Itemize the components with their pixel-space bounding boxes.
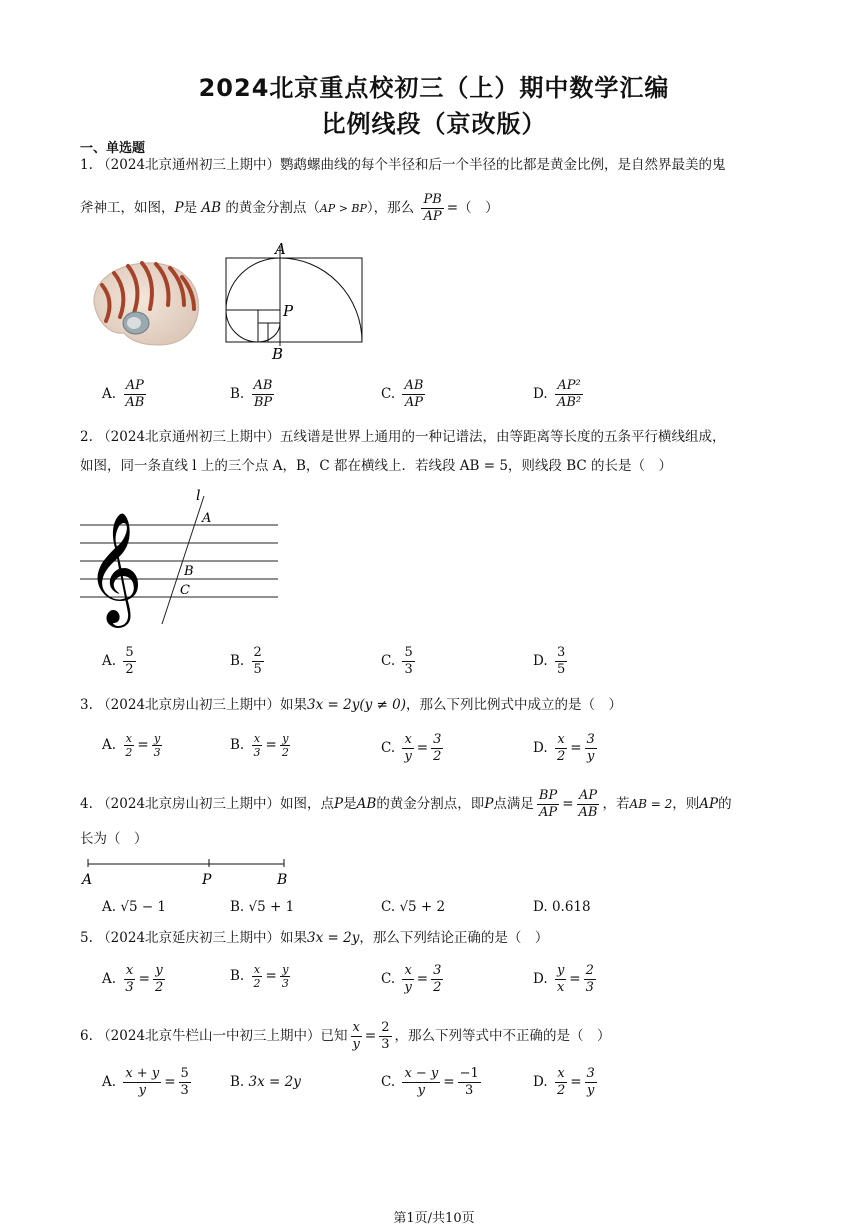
question-2-line2: 如图，同一条直线 l 上的三个点 A，B，C 都在横线上．若线段 AB = 5，则线段 BC 的长是（ ） bbox=[80, 458, 673, 474]
q6-option-a[interactable]: A. $\frac{x + y}{y}$ = $\frac{5}{3}$ bbox=[102, 1066, 189, 1098]
q4-option-b[interactable]: B. √5 + 1 bbox=[230, 899, 295, 915]
q5-option-a[interactable]: A. $\frac{x}{3}$ = $\frac{y}{2}$ bbox=[102, 963, 164, 995]
q2-option-a[interactable]: A. $\frac{5}{2}$ bbox=[102, 645, 134, 677]
page-subtitle: 比例线段（京改版） bbox=[321, 110, 547, 138]
golden-spiral-figure bbox=[220, 240, 370, 365]
question-4-line2: 长为（ ） bbox=[80, 831, 148, 847]
q5-option-c[interactable]: C. $\frac{x}{y}$ = $\frac{3}{2}$ bbox=[381, 963, 442, 995]
fig2-label-l: l bbox=[196, 488, 201, 504]
q3-option-d[interactable]: D. $\frac{x}{2}$ = $\frac{3}{y}$ bbox=[533, 732, 595, 764]
fig4-label-b: B bbox=[277, 872, 288, 888]
nautilus-shell-image bbox=[84, 255, 204, 350]
fig2-label-a: A bbox=[202, 511, 212, 526]
fig1-label-a: A bbox=[275, 240, 286, 258]
question-4-line1: 4. （2024北京房山初三上期中）如图，点P是AB的黄金分割点，即P点满足 $\frac{BP}{AP}$ = $\frac{AP}{AB}$ ，若AB = 2，则AP的 bbox=[80, 788, 732, 820]
q1-option-d[interactable]: D. $\frac{\text{AP²}}{\text{AB²}}$ bbox=[533, 378, 582, 410]
q3-option-a[interactable]: A. $\frac{x}{2}$ = $\frac{y}{3}$ bbox=[102, 732, 161, 759]
question-1-fraction: $\frac{PB}{AP}$ bbox=[423, 192, 442, 224]
page-title: 2024北京重点校初三（上）期中数学汇编 bbox=[198, 74, 670, 102]
q3-option-c[interactable]: C. $\frac{x}{y}$ = $\frac{3}{2}$ bbox=[381, 732, 442, 764]
fig1-label-p: P bbox=[283, 302, 294, 320]
musical-staff-figure bbox=[78, 488, 283, 628]
q6-option-b[interactable]: B. 3x = 2y bbox=[230, 1074, 301, 1090]
q2-option-d[interactable]: D. $\frac{3}{5}$ bbox=[533, 645, 566, 677]
page-footer: 第1页/共10页 bbox=[393, 1211, 475, 1226]
fig4-label-a: A bbox=[82, 872, 93, 888]
q6-option-d[interactable]: D. $\frac{x}{2}$ = $\frac{3}{y}$ bbox=[533, 1066, 595, 1098]
fig2-label-c: C bbox=[180, 583, 190, 598]
q5-option-d[interactable]: D. $\frac{y}{x}$ = $\frac{2}{3}$ bbox=[533, 963, 594, 995]
question-3-line1: 3. （2024北京房山初三上期中）如果3x = 2y(y ≠ 0)，那么下列比例式中成立的是（ ） bbox=[80, 697, 623, 713]
section-heading: 一、单选题 bbox=[80, 141, 146, 156]
question-1-line1: 1. （2024北京通州初三上期中）鹦鹉螺曲线的每个半径和后一个半径的比都是黄金比例，是自然界最美的鬼 bbox=[80, 157, 726, 173]
segment-ab-figure bbox=[80, 855, 295, 889]
q5-option-b[interactable]: B. $\frac{x}{2}$ = $\frac{y}{3}$ bbox=[230, 963, 289, 990]
q4-option-d[interactable]: D. 0.618 bbox=[533, 899, 591, 915]
fig4-label-p: P bbox=[202, 872, 212, 888]
q6-option-c[interactable]: C. $\frac{x - y}{y}$ = $\frac{-1}{3}$ bbox=[381, 1066, 479, 1098]
fig1-label-b: B bbox=[272, 345, 284, 363]
treble-clef-icon: 𝄞 bbox=[86, 511, 143, 623]
q1-option-c[interactable]: C. $\frac{AB}{AP}$ bbox=[381, 378, 424, 410]
q2-option-c[interactable]: C. $\frac{5}{3}$ bbox=[381, 645, 413, 677]
q2-option-b[interactable]: B. $\frac{2}{5}$ bbox=[230, 645, 262, 677]
q1-option-b[interactable]: B. $\frac{AB}{BP}$ bbox=[230, 378, 273, 410]
q4-option-c[interactable]: C. √5 + 2 bbox=[381, 899, 446, 915]
q4-option-a[interactable]: A. √5 − 1 bbox=[102, 899, 167, 915]
question-5-line1: 5. （2024北京延庆初三上期中）如果3x = 2y，那么下列结论正确的是（ ） bbox=[80, 930, 549, 946]
q3-option-b[interactable]: B. $\frac{x}{3}$ = $\frac{y}{2}$ bbox=[230, 732, 289, 759]
q1-option-a[interactable]: A. $\frac{AP}{AB}$ bbox=[102, 378, 145, 410]
question-2-line1: 2. （2024北京通州初三上期中）五线谱是世界上通用的一种记谱法，由等距离等长度的五条平行横线组成， bbox=[80, 429, 726, 445]
question-6-line1: 6. （2024北京牛栏山一中初三上期中）已知 $\frac{x}{y}$ = $\frac{2}{3}$ ，那么下列等式中不正确的是（ ） bbox=[80, 1020, 611, 1052]
question-1-line2: 斧神工，如图，P是 AB 的黄金分割点（AP > BP），那么 $\frac{PB}{AP}$ =（ ） bbox=[80, 192, 499, 224]
fig2-label-b: B bbox=[184, 564, 194, 579]
